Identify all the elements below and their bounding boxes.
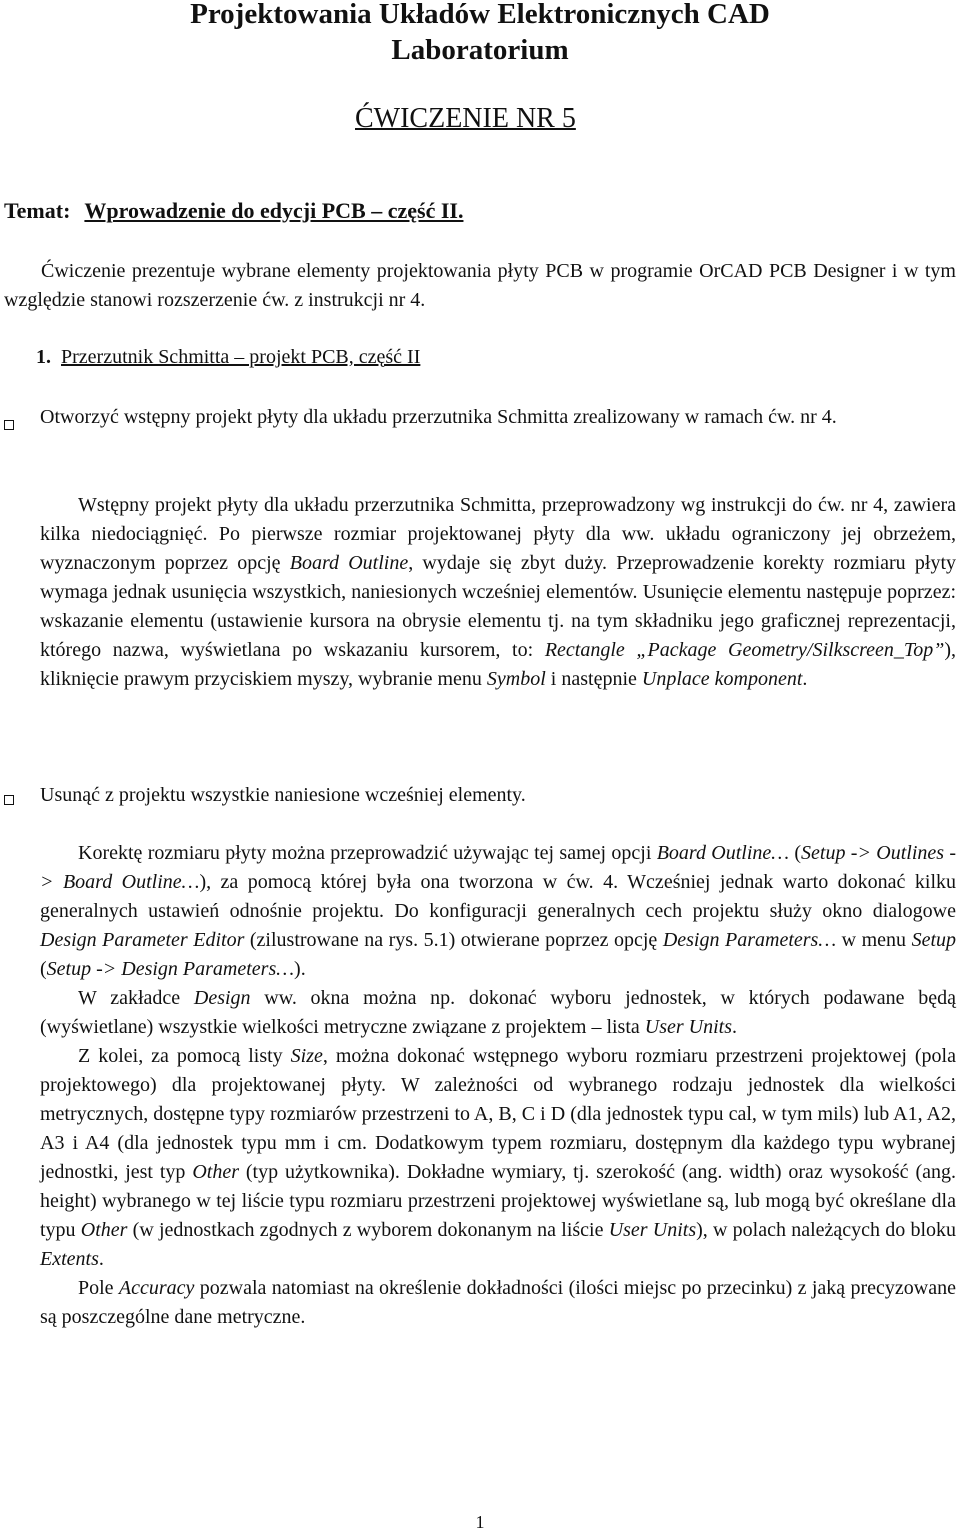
checkbox-bullet-icon [4,420,22,434]
paragraph-board-outline: Korektę rozmiaru płyty można przeprowadzić używając tej samej opcji Board Outline… (Setup -> Outlines -> Board Outline…), za pomocą której była ona tworzona w ćw. 4. Wcześniej jednak warto dokonać kilku generalnych ustawień odnośnie projektu. Do konfiguracji generalnych cech projektu służy okno dialogowe Design Parameter Editor (zilustrowane na rys. 5.1) otwierane poprzez opcję Design Parameters… w menu Setup (Setup -> Design Parameters…). [40,842,957,980]
checkbox-bullet-icon [4,795,22,809]
intro-paragraph: Ćwiczenie prezentuje wybrane elementy projektowania płyty PCB w programie OrCAD PCB Designer i w tym względzie stanowi rozszerzenie ćw. z instrukcji nr 4. [4,260,956,311]
topic-line [4,196,463,226]
page-number: 1 [475,1512,485,1532]
section-heading [36,343,420,372]
bullet-item-remove-elements: Usunąć z projektu wszystkie naniesione wcześniej elementy. [40,784,526,806]
exercise-number: ĆWICZENIE NR 5 [355,103,576,134]
topic-label: Temat: [4,198,71,223]
bullet-item-open-project: Otworzyć wstępny projekt płyty dla układu przerzutnika Schmitta zrealizowany w ramach ćw. nr 4. [40,406,837,428]
topic-value: Wprowadzenie do edycji PCB – część II. [84,198,464,223]
paragraph-design-tab: W zakładce Design ww. okna można np. dokonać wyboru jednostek, w których podawane będą (wyświetlane) wszystkie wielkości metryczne związane z projektem – lista User Units. [40,987,956,1038]
paragraph-size-list: Z kolei, za pomocą listy Size, można dokonać wstępnego wyboru rozmiaru przestrzeni projektowej (pola projektowego) dla projektowanej płyty. W zależności od wybranego rodzaju jednostek dla wielkości metrycznych, dostępne typy rozmiarów przestrzeni to A, B, C i D (dla jednostek typu cal, w tym mils) lub A1, A2, A3 i A4 (dla jednostek typu mm i cm. Dodatkowym typem rozmiaru, dostępnym dla każdego typu wybranej jednostki, jest typ Other (typ użytkownika). Dokładne wymiary, tj. szerokość (ang. width) oraz wysokość (ang. height) wybranego w tej liście typu rozmiaru przestrzeni projektowej wyświetlane są, lub mogą być określane dla typu Other (w jednostkach zgodnych z wyborem dokonanym na liście User Units), w polach należących do bloku Extents. [40,1045,956,1270]
paragraph-accuracy: Pole Accuracy pozwala natomiast na określenie dokładności (ilości miejsc po przecinku) z jaką precyzowane są poszczególne dane metryczne. [40,1277,956,1328]
body-text [40,839,956,1332]
section-number: 1. [36,346,51,368]
document-subtitle: Laboratorium [391,34,569,66]
paragraph-preliminary-design: Wstępny projekt płyty dla układu przerzutnika Schmitta, przeprowadzony wg instrukcji do ćw. nr 4, zawiera kilka niedociągnięć. Po pierwsze rozmiar projektowanej płyty dla ww. układu ograniczony jej obrzeżem, wyznaczonym poprzez opcję Board Outline, wydaje się zbyt duży. Przeprowadzenie korekty rozmiaru płyty wymaga jednak usunięcia wszystkich, naniesionych wcześniej elementów. Usunięcie elementu następuje poprzez: wskazanie elementu (ustawienie kursora na obrysie elementu tj. na tym składniku jego graficznej reprezentacji, którego nazwa, wyświetlana po wskazaniu kursorem, to: Rectangle „Package Geometry/Silkscreen_Top”), kliknięcie prawym przyciskiem myszy, wybranie menu Symbol i następnie Unplace komponent. [40,494,957,690]
document-title: Projektowania Układów Elektronicznych CAD [190,0,770,30]
section-title: Przerzutnik Schmitta – projekt PCB, część II [61,346,421,368]
